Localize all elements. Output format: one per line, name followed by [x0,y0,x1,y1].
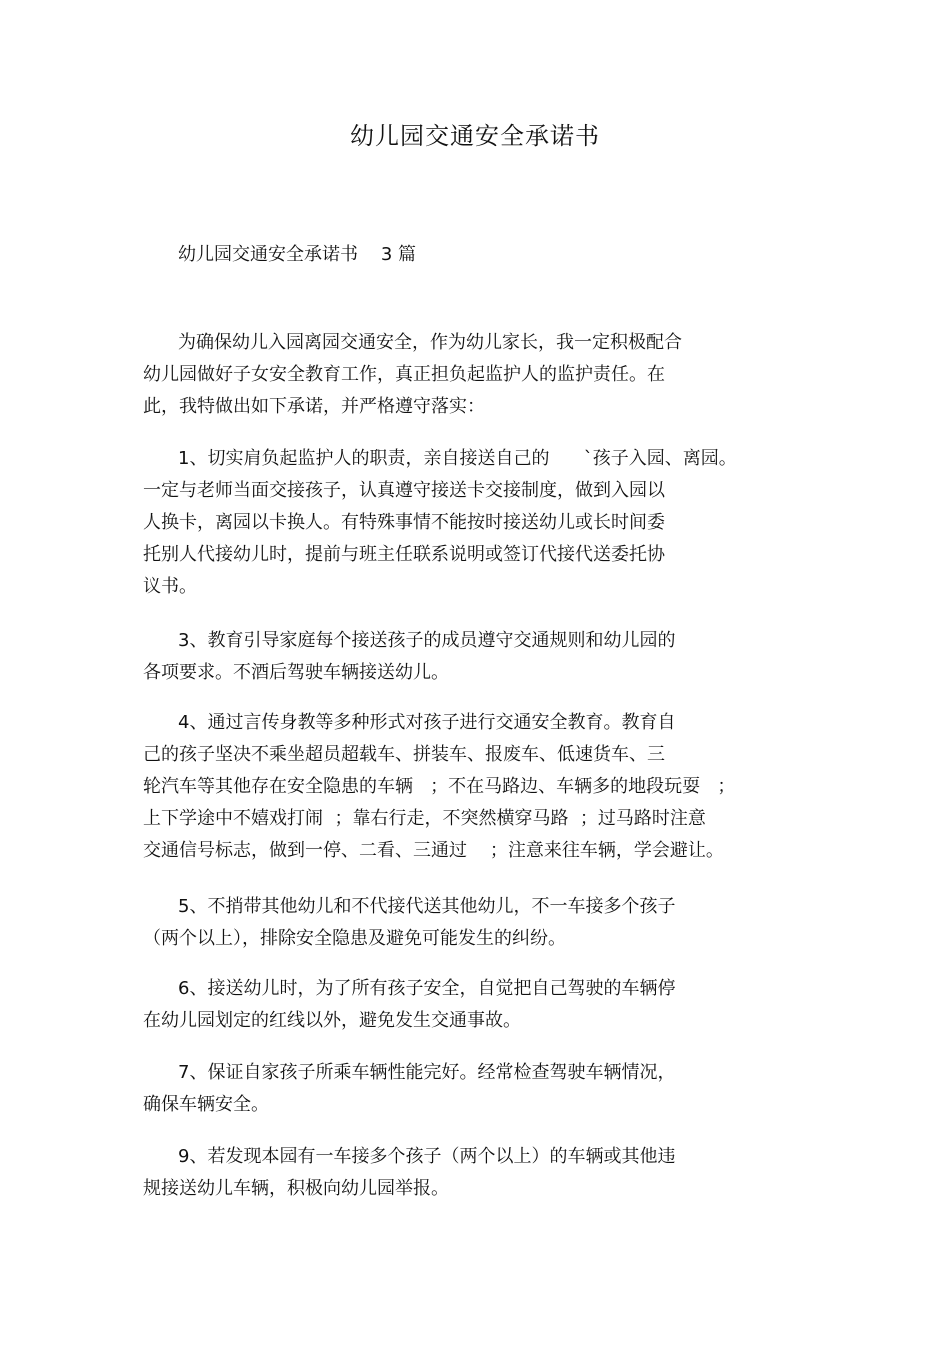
paragraph-line: 规接送幼儿车辆，积极向幼儿园举报。 [143,1178,449,1199]
paragraph-item-6 [143,973,843,1037]
paragraph-line: 轮汽车等其他存在安全隐患的车辆 ；不在马路边、车辆多的地段玩耍 ； [143,776,736,797]
paragraph-line: 3、教育引导家庭每个接送孩子的成员遵守交通规则和幼儿园的 [178,630,676,651]
paragraph-line: 交通信号标志，做到一停、二看、三通过 ；注意来往车辆，学会避让。 [143,840,724,861]
document-title: 幼儿园交通安全承诺书 [350,122,600,150]
paragraph-line: 5、不捎带其他幼儿和不代接代送其他幼儿，不一车接多个孩子 [178,896,676,917]
paragraph-line: 各项要求。不酒后驾驶车辆接送幼儿。 [143,662,449,683]
paragraph-line: 托别人代接幼儿时，提前与班主任联系说明或签订代接代送委托协 [143,544,665,565]
paragraph-line: 7、保证自家孩子所乘车辆性能完好。经常检查驾驶车辆情况， [178,1062,676,1083]
paragraph-line: 己的孩子坚决不乘坐超员超载车、拼装车、报废车、低速货车、三 [143,744,665,765]
paragraph-line: 1、切实肩负起监护人的职责，亲自接送自己的 `孩子入园、离园。 [178,448,737,469]
paragraph-item-4 [143,707,843,867]
paragraph-line: 4、通过言传身教等多种形式对孩子进行交通安全教育。教育自 [178,712,676,733]
paragraph-line: 幼儿园做好子女安全教育工作，真正担负起监护人的监护责任。在 [143,364,665,385]
paragraph-line: 上下学途中不嬉戏打闹 ；靠右行走，不突然横穿马路 ；过马路时注意 [143,808,706,829]
paragraph-line: 6、接送幼儿时，为了所有孩子安全，自觉把自己驾驶的车辆停 [178,978,676,999]
paragraph-line: 在幼儿园划定的红线以外，避免发生交通事故。 [143,1010,521,1031]
paragraph-item-3 [143,625,843,689]
document-subtitle: 幼儿园交通安全承诺书 3 篇 [178,244,417,265]
paragraph-line: 一定与老师当面交接孩子，认真遵守接送卡交接制度，做到入园以 [143,480,665,501]
paragraph-item-1 [143,443,843,603]
paragraph-line: 9、若发现本园有一车接多个孩子（两个以上）的车辆或其他违 [178,1146,676,1167]
paragraph-line: 人换卡，离园以卡换人。有特殊事情不能按时接送幼儿或长时间委 [143,512,665,533]
paragraph-intro [143,327,843,423]
paragraph-line: （两个以上），排除安全隐患及避免可能发生的纠纷。 [143,928,566,949]
paragraph-item-7 [143,1057,843,1121]
paragraph-line: 此，我特做出如下承诺，并严格遵守落实： [143,396,485,417]
paragraph-line: 确保车辆安全。 [143,1094,269,1115]
paragraph-item-5 [143,891,843,955]
paragraph-line: 议书。 [143,576,197,597]
paragraph-item-9 [143,1141,843,1205]
paragraph-line: 为确保幼儿入园离园交通安全，作为幼儿家长，我一定积极配合 [178,332,682,353]
